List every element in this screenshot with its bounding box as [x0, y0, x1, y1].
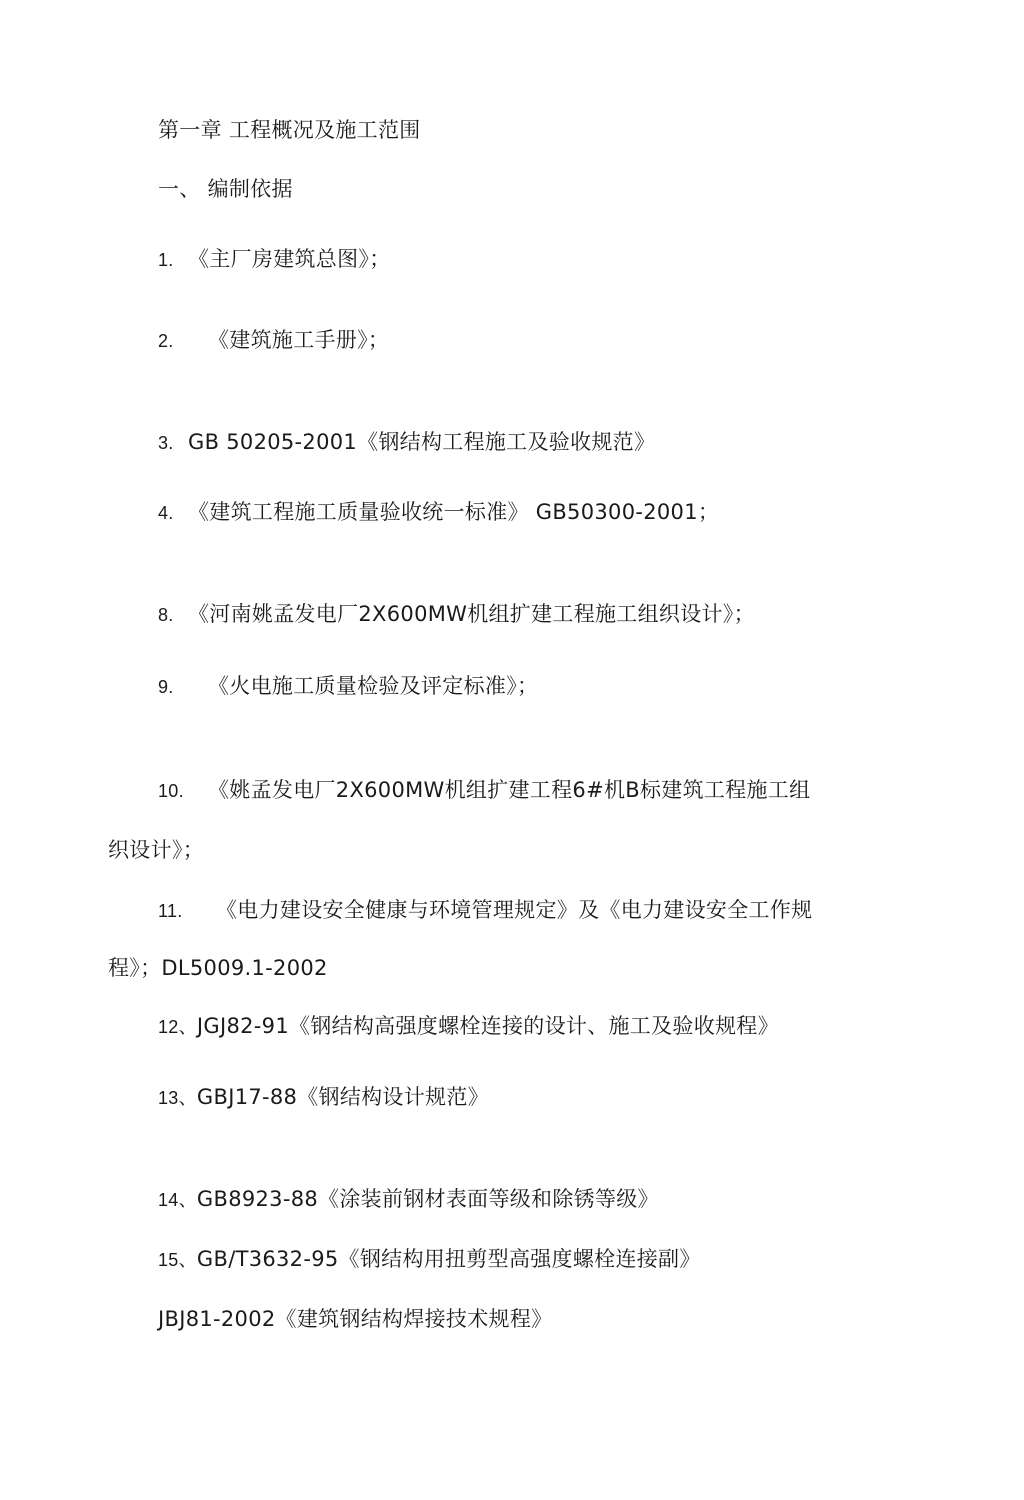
item-number: 13、 [158, 1088, 197, 1108]
list-item [158, 672, 538, 701]
item-number: 11. [158, 901, 183, 921]
item-number: 2. [158, 331, 174, 351]
item-number: 14、 [158, 1190, 197, 1210]
list-item [158, 1245, 701, 1274]
item-number: 3. [158, 433, 174, 453]
item-number: 4. [158, 503, 174, 523]
list-item [158, 326, 389, 355]
list-item [158, 498, 719, 527]
item-text: GBJ17-88《钢结构设计规范》 [196, 1085, 489, 1109]
list-item [158, 1083, 489, 1112]
list-item [158, 245, 391, 274]
item-text: JBJ81-2002《建筑钢结构焊接技术规程》 [158, 1307, 553, 1331]
list-item [158, 776, 810, 805]
item-text: 《姚孟发电厂2X600MW机组扩建工程6#机B标建筑工程施工组 [208, 778, 811, 802]
list-item [158, 428, 655, 457]
section-title: 一、 编制依据 [158, 177, 293, 201]
item-text: 《建筑工程施工质量验收统一标准》 GB50300-2001； [188, 500, 720, 524]
item-number: 12、 [158, 1017, 197, 1037]
item-text: 《主厂房建筑总图》； [188, 247, 391, 271]
list-item [158, 1305, 552, 1333]
item-text: GB8923-88《涂装前钢材表面等级和除锈等级》 [196, 1187, 659, 1211]
list-item [158, 1185, 659, 1214]
item-text: 《河南姚孟发电厂2X600MW机组扩建工程施工组织设计》； [188, 602, 755, 626]
item-number: 9. [158, 677, 174, 697]
list-item-continuation: 程》；DL5009.1-2002 [108, 956, 328, 980]
chapter-title: 第一章 工程概况及施工范围 [158, 118, 421, 142]
item-text: 《电力建设安全健康与环境管理规定》及《电力建设安全工作规 [216, 898, 813, 922]
item-number: 1. [158, 250, 174, 270]
item-number: 15、 [158, 1250, 197, 1270]
item-text: 《火电施工质量检验及评定标准》； [208, 674, 539, 698]
item-text: GB 50205-2001《钢结构工程施工及验收规范》 [188, 430, 656, 454]
list-item [158, 896, 812, 925]
item-text: JGJ82-91《钢结构高强度螺栓连接的设计、施工及验收规程》 [196, 1014, 779, 1038]
list-item [158, 1012, 779, 1041]
item-number: 10. [158, 781, 184, 801]
item-number: 8. [158, 605, 174, 625]
list-item [158, 600, 755, 629]
item-text: GB/T3632-95《钢结构用扭剪型高强度螺栓连接副》 [196, 1247, 701, 1271]
list-item-continuation: 织设计》； [108, 838, 204, 862]
item-text: 《建筑施工手册》； [208, 328, 390, 352]
